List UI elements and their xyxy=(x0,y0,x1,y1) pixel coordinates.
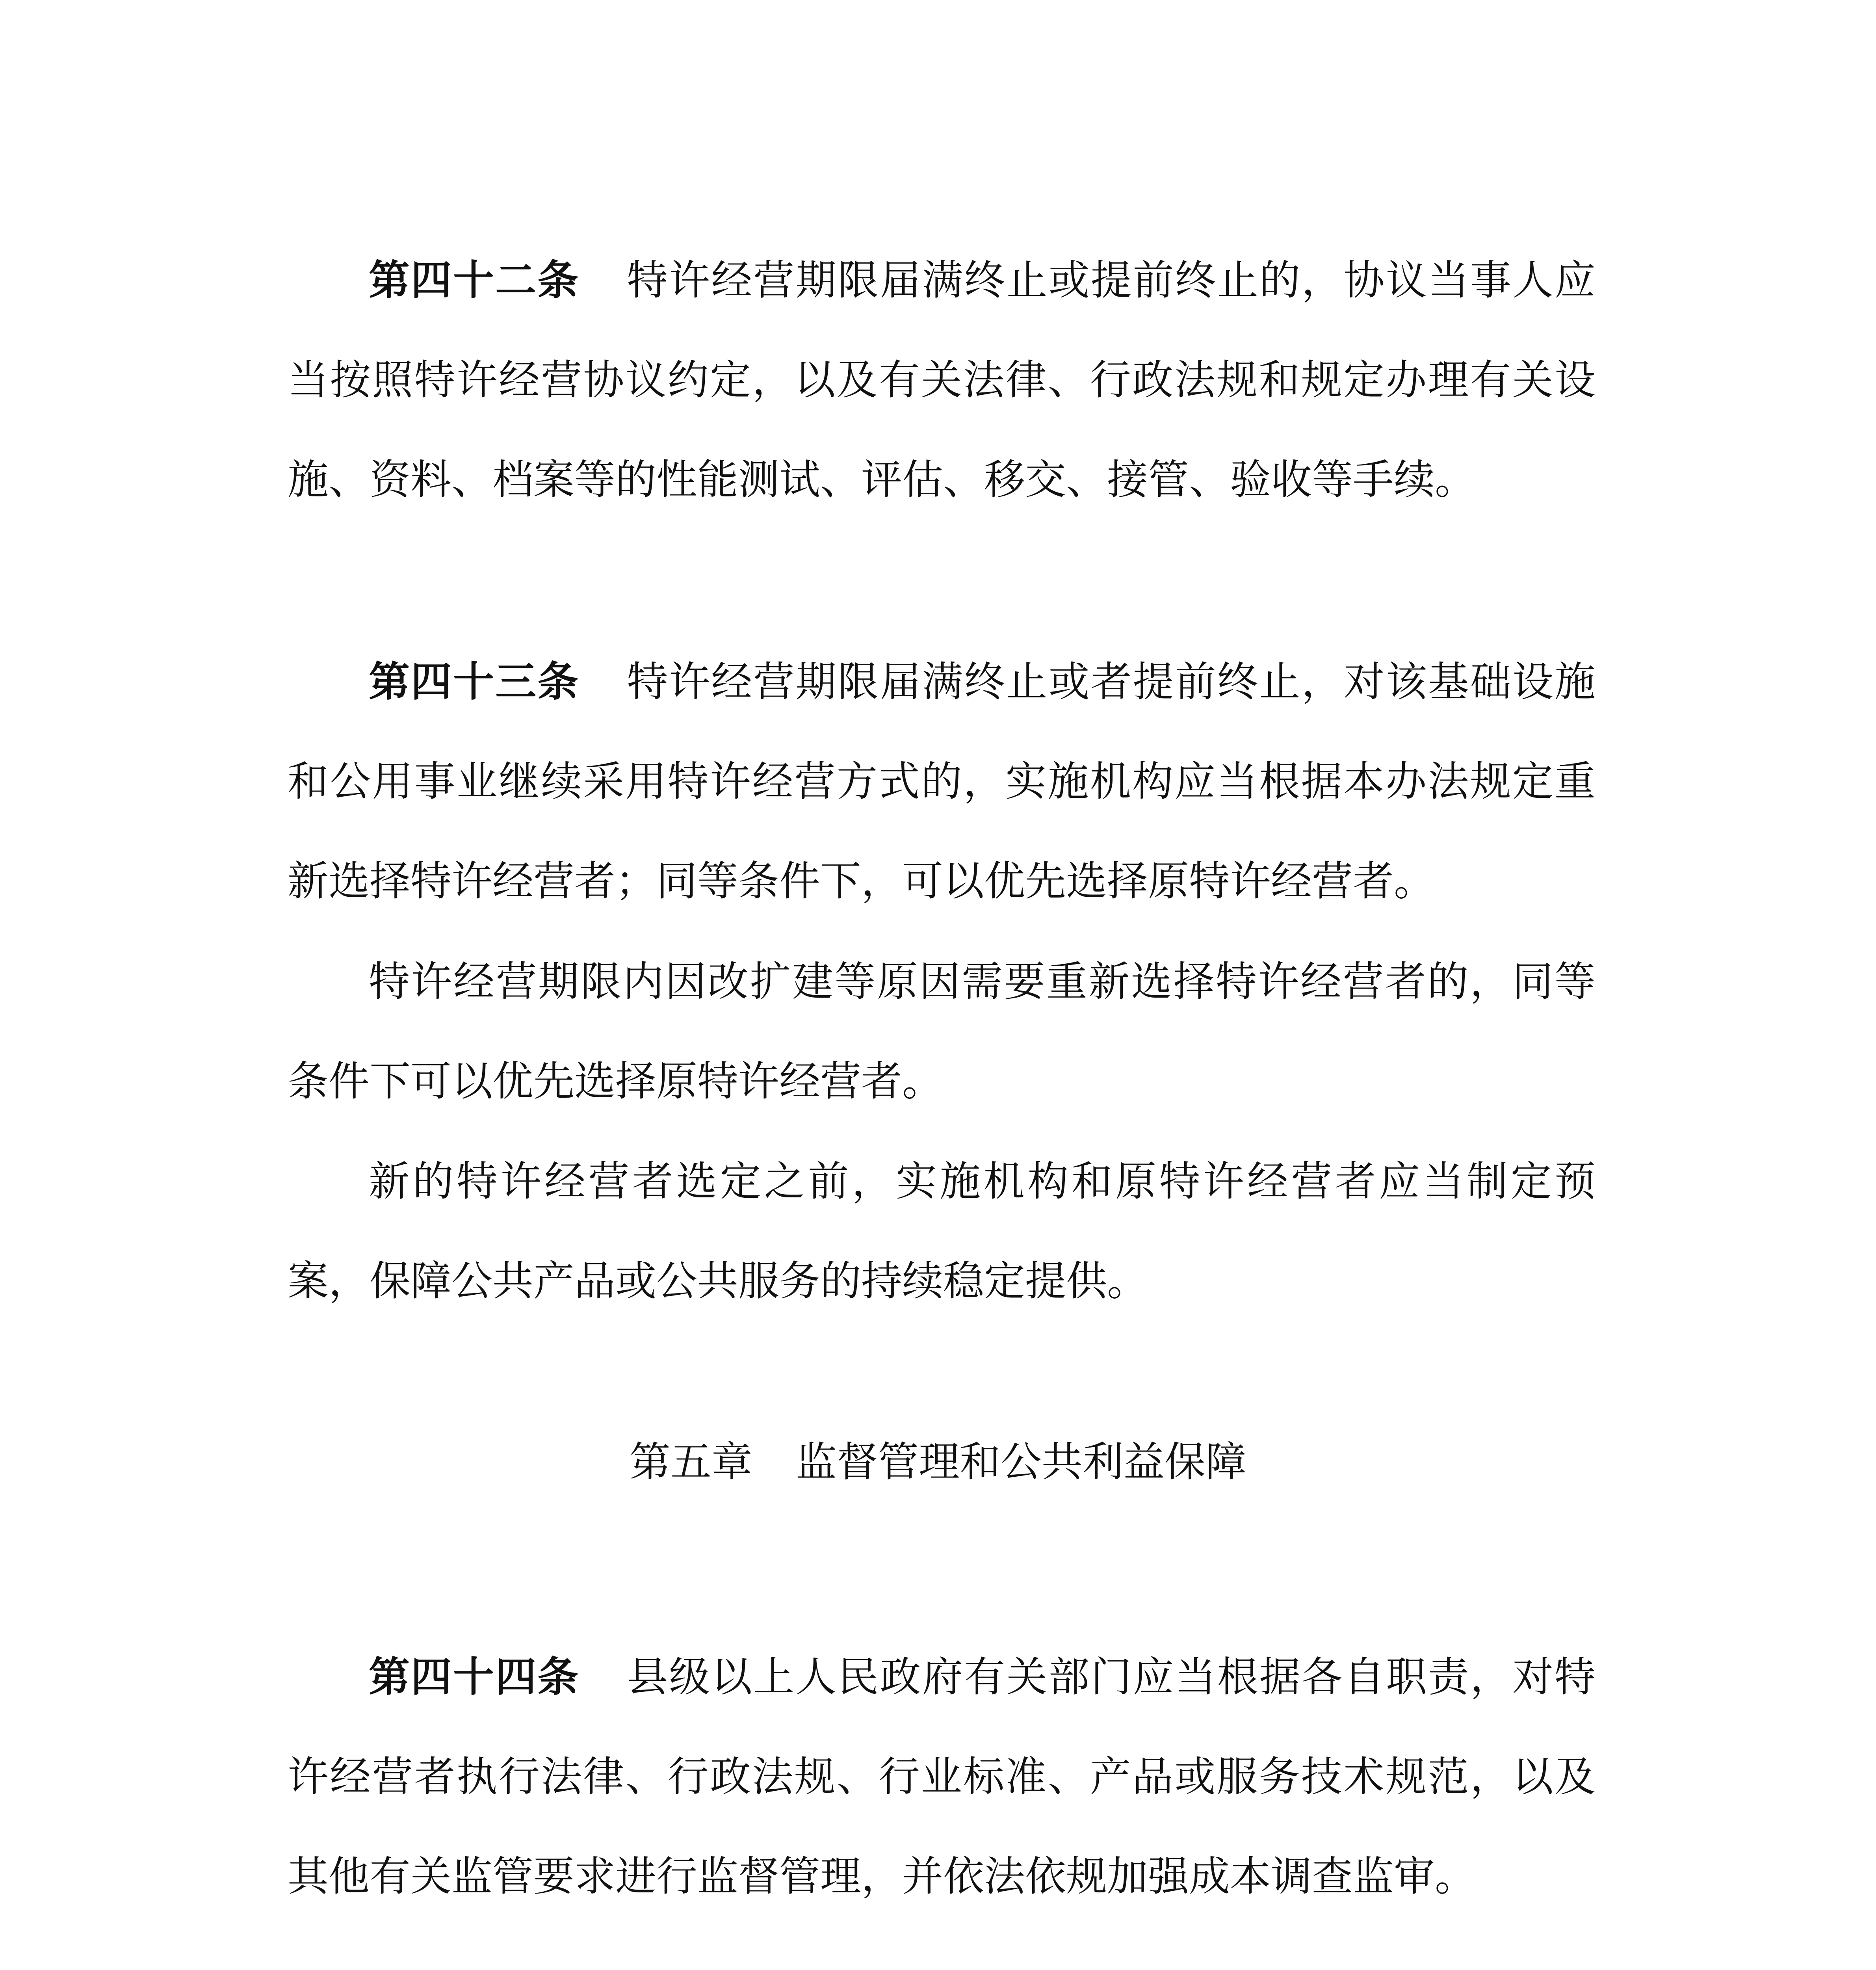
article-42-heading: 第四十二条 xyxy=(369,256,580,304)
article-42-paragraph xyxy=(288,230,1596,530)
article-42-text: 特许经营期限届满终止或提前终止的，协议当事人应当按照特许经营协议约定，以及有关法律、行政法规和规定办理有关设施、资料、档案等的性能测试、评估、移交、接管、验收等手续。 xyxy=(288,256,1596,504)
chapter-heading xyxy=(0,1436,1876,1487)
article-44-text: 县级以上人民政府有关部门应当根据各自职责，对特许经营者执行法律、行政法规、行业标准、产品或服务技术规范，以及其他有关监管要求进行监督管理，并依法依规加强成本调查监审。 xyxy=(288,1653,1596,1900)
chapter-title: 监督管理和公共利益保障 xyxy=(796,1438,1247,1486)
article-43-paragraph xyxy=(288,632,1596,931)
article-43-paragraph-2: 特许经营期限内因改扩建等原因需要重新选择特许经营者的，同等条件下可以优先选择原特许经营者。 xyxy=(288,957,1596,1105)
chapter-number: 第五章 xyxy=(629,1438,752,1486)
article-43-paragraph-3: 新的特许经营者选定之前，实施机构和原特许经营者应当制定预案，保障公共产品或公共服务的持续稳定提供。 xyxy=(288,1157,1596,1305)
article-43-text: 特许经营期限届满终止或者提前终止，对该基础设施和公用事业继续采用特许经营方式的，实施机构应当根据本办法规定重新选择特许经营者；同等条件下，可以优先选择原特许经营者。 xyxy=(288,658,1596,905)
article-44-heading: 第四十四条 xyxy=(369,1653,580,1701)
article-44-paragraph xyxy=(288,1627,1596,1926)
article-43-heading: 第四十三条 xyxy=(369,658,580,706)
